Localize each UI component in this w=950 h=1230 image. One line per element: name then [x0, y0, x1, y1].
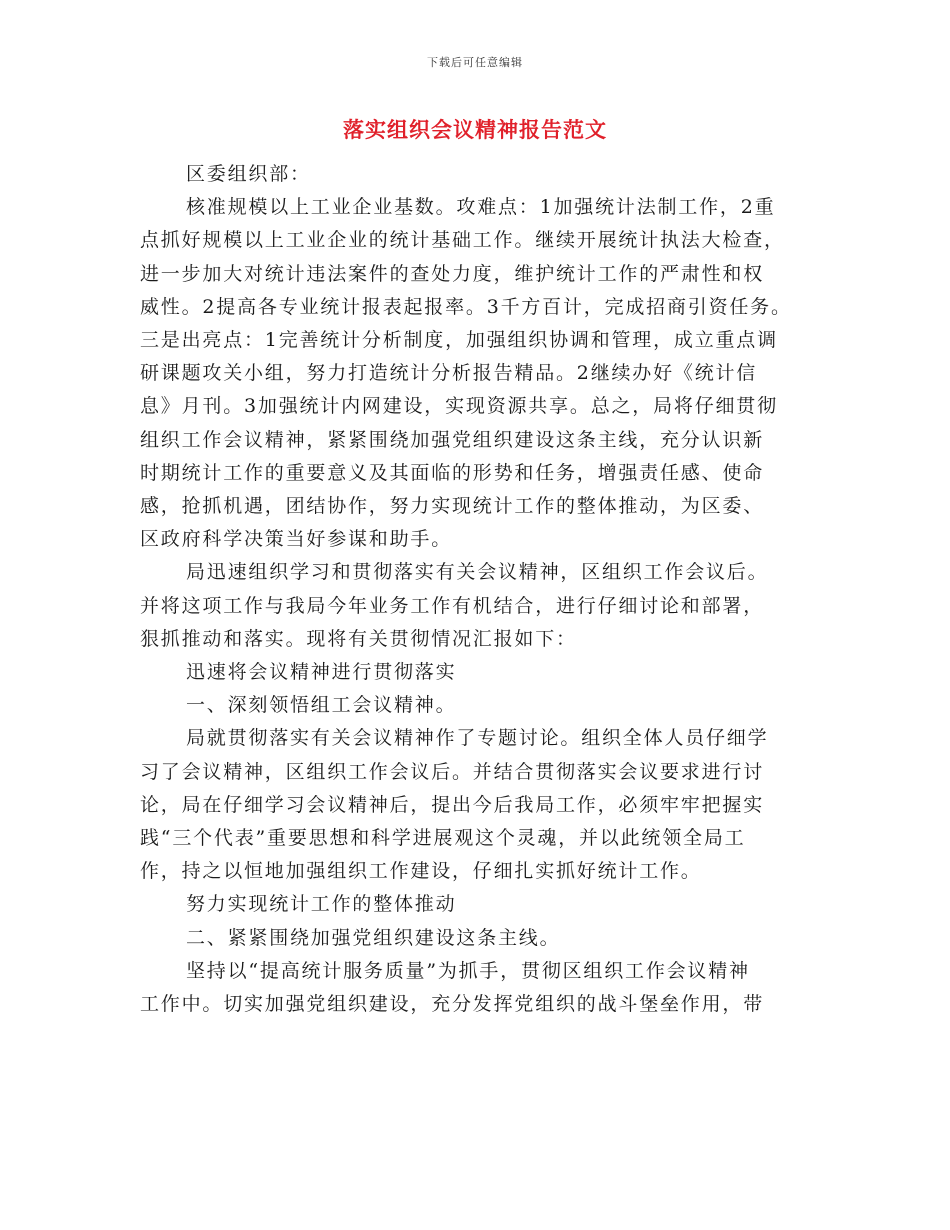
body-line: 局迅速组织学习和贯彻落实有关会议精神，区组织工作会议后。	[186, 561, 769, 584]
document-body	[140, 158, 810, 1021]
header-note: 下载后可任意编辑	[427, 56, 523, 69]
body-line: 威性。2提高各专业统计报表起报率。3千方百计，完成招商引资任务。	[140, 295, 792, 318]
body-line: 一、深刻领悟组工会议精神。	[186, 694, 457, 717]
body-line: 息》月刊。3加强统计内网建设，实现资源共享。总之，局将仔细贯彻	[140, 395, 778, 418]
body-line: 研课题攻关小组，努力打造统计分析报告精品。2继续办好《统计信	[140, 362, 758, 385]
body-line: 进一步加大对统计违法案件的查处力度，维护统计工作的严肃性和权	[140, 262, 765, 285]
body-line: 感，抢抓机遇，团结协作，努力实现统计工作的整体推动，为区委、	[140, 495, 765, 518]
document-title: 落实组织会议精神报告范文	[343, 117, 607, 142]
body-line: 习了会议精神，区组织工作会议后。并结合贯彻落实会议要求进行讨	[140, 760, 765, 783]
body-line: 核准规模以上工业企业基数。攻难点：1加强统计法制工作，2重	[186, 196, 776, 219]
body-line: 作，持之以恒地加强组织工作建设，仔细扎实抓好统计工作。	[140, 860, 702, 883]
body-line: 区政府科学决策当好参谋和助手。	[140, 528, 453, 551]
body-line: 狠抓推动和落实。现将有关贯彻情况汇报如下：	[140, 627, 577, 650]
body-line: 论，局在仔细学习会议精神后，提出今后我局工作，必须牢牢把握实	[140, 793, 765, 816]
body-line: 时期统计工作的重要意义及其面临的形势和任务，增强责任感、使命	[140, 461, 765, 484]
body-line: 努力实现统计工作的整体推动	[186, 893, 457, 916]
body-line: 三是出亮点：1完善统计分析制度，加强组织协调和管理，成立重点调	[140, 329, 778, 352]
body-line: 点抓好规模以上工业企业的统计基础工作。继续开展统计执法大检查，	[140, 229, 785, 252]
body-line: 二、紧紧围绕加强党组织建设这条主线。	[186, 926, 561, 949]
body-line: 组织工作会议精神，紧紧围绕加强党组织建设这条主线，充分认识新	[140, 428, 765, 451]
body-line: 并将这项工作与我局今年业务工作有机结合，进行仔细讨论和部署，	[140, 594, 765, 617]
body-line: 迅速将会议精神进行贯彻落实	[186, 661, 457, 684]
body-line: 践“三个代表”重要思想和科学进展观这个灵魂，并以此统领全局工	[140, 827, 746, 850]
body-line: 区委组织部：	[186, 163, 311, 185]
body-line: 坚持以“提高统计服务质量”为抓手，贯彻区组织工作会议精神	[186, 959, 750, 982]
body-line: 工作中。切实加强党组织建设，充分发挥党组织的战斗堡垒作用，带	[140, 993, 765, 1016]
body-line: 局就贯彻落实有关会议精神作了专题讨论。组织全体人员仔细学	[186, 727, 769, 750]
